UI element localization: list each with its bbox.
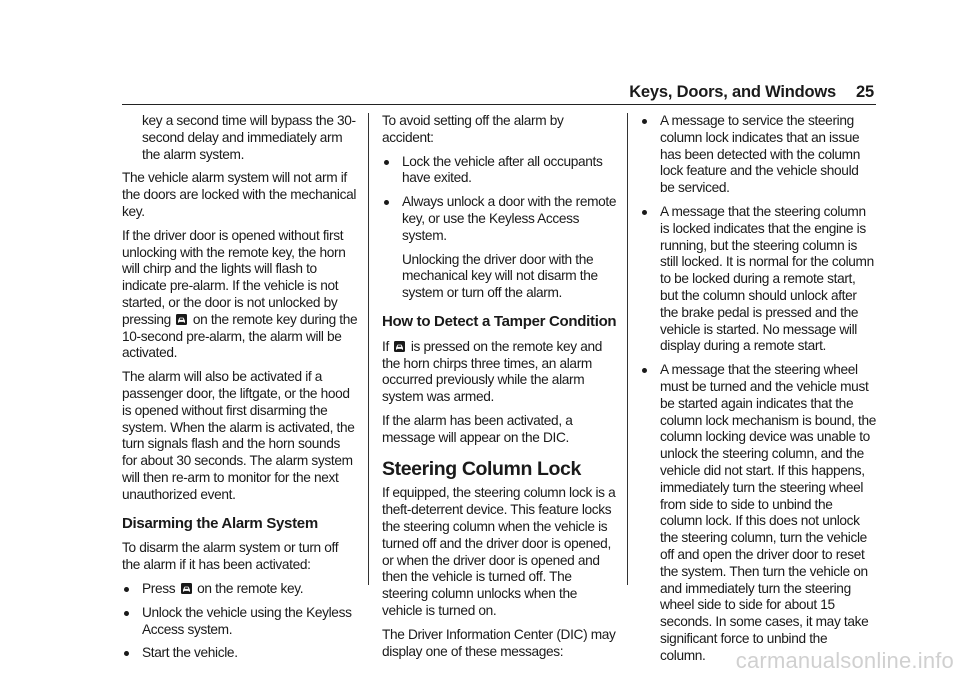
watermark: carmanualsonline.info — [735, 648, 954, 673]
list-item-text: Press — [142, 580, 176, 596]
paragraph-text: If — [382, 338, 389, 354]
paragraph: Unlocking the driver door with the mechanical key will not disarm the system or turn off the alarm. — [402, 251, 598, 301]
bullet-list — [640, 113, 876, 665]
vehicle-lock-button-icon — [181, 583, 192, 594]
bullet-list — [122, 581, 358, 662]
column-divider-1 — [368, 113, 369, 585]
section-heading-major: Steering Column Lock — [382, 457, 581, 480]
paragraph-text: is pressed on the remote key and the horn chirps three times, an alarm occurred previously while the alarm system was armed. — [382, 338, 602, 405]
page-number: 25 — [856, 83, 874, 101]
paragraph — [122, 228, 358, 362]
page-header — [629, 83, 874, 102]
vehicle-lock-button-icon — [394, 341, 405, 352]
section-title: Keys, Doors, and Windows — [629, 83, 837, 101]
paragraph: To avoid setting off the alarm by accident: — [382, 113, 564, 145]
column-divider-2 — [627, 113, 628, 585]
paragraph: key a second time will bypass the 30-second delay and immediately arm the alarm system. — [142, 113, 356, 162]
list-item: Unlock the vehicle using the Keyless Access system. — [122, 605, 358, 639]
column-right — [640, 113, 876, 672]
list-item: A message that the steering column is locked indicates that the engine is running, but the steering column is still locked. It is normal for the column to be locked during a remote start, but the column should unlock after the brake pedal is pressed and the vehicle is started. No message will display during a remote start. — [640, 204, 876, 355]
section-heading: Disarming the Alarm System — [122, 514, 318, 532]
vehicle-lock-button-icon — [176, 314, 187, 325]
list-item: A message that the steering wheel must be turned and the vehicle must be started again indicates that the column lock mechanism is bound, the column locking device was unable to unlock the steering column, and the vehicle did not start. If this happens, immediately turn the steering wheel from side to side to unbind the column lock. If this does not unlock the steering column, turn the vehicle off and open the driver door to reset the system. Then turn the vehicle on and immediately turn the steering wheel side to side for about 15 seconds. In some cases, it may take significant force to unbind the column. — [640, 362, 876, 664]
paragraph: The alarm will also be activated if a passenger door, the liftgate, or the hood is opened without first disarming the system. When the alarm is activated, the turn signals flash and the horn sounds for about 30 seconds. The alarm system will then re-arm to monitor for the next unauthorized event. — [122, 369, 355, 502]
column-left — [122, 113, 358, 669]
bullet-list — [382, 154, 618, 245]
list-item: A message to service the steering column lock indicates that an issue has been detected with the column lock feature and the vehicle should be serviced. — [640, 113, 876, 197]
header-rule — [122, 104, 876, 105]
list-item: Start the vehicle. — [122, 645, 358, 662]
paragraph: The vehicle alarm system will not arm if the doors are locked with the mechanical key. — [122, 170, 357, 219]
paragraph: The Driver Information Center (DIC) may display one of these messages: — [382, 626, 616, 659]
paragraph: If equipped, the steering column lock is a theft-deterrent device. This feature locks the steering column when the vehicle is turned off and the driver door is opened, or when the driver door is opened and then the vehicle is turned off. The steering column unlocks when the vehicle is turned on. — [382, 485, 616, 618]
paragraph: If the alarm has been activated, a message will appear on the DIC. — [382, 412, 573, 445]
section-heading: How to Detect a Tamper Condition — [382, 312, 617, 330]
paragraph: To disarm the alarm system or turn off the alarm if it has been activated: — [122, 540, 339, 573]
list-item — [122, 581, 358, 598]
paragraph-text: If the driver door is opened without first unlocking with the remote key, the horn will chirp and the lights will flash to indicate pre-alarm. If the vehicle is not started, or the door is not unlocked by pressing — [122, 227, 346, 327]
list-item-text: on the remote key. — [197, 580, 304, 596]
list-item: Lock the vehicle after all occupants have exited. — [382, 154, 618, 188]
list-item: Always unlock a door with the remote key, or use the Keyless Access system. — [382, 194, 618, 244]
column-middle — [382, 113, 618, 667]
paragraph-text: on the remote key during the 10-second pre-alarm, the alarm will be activated. — [122, 311, 358, 361]
paragraph — [382, 339, 618, 406]
